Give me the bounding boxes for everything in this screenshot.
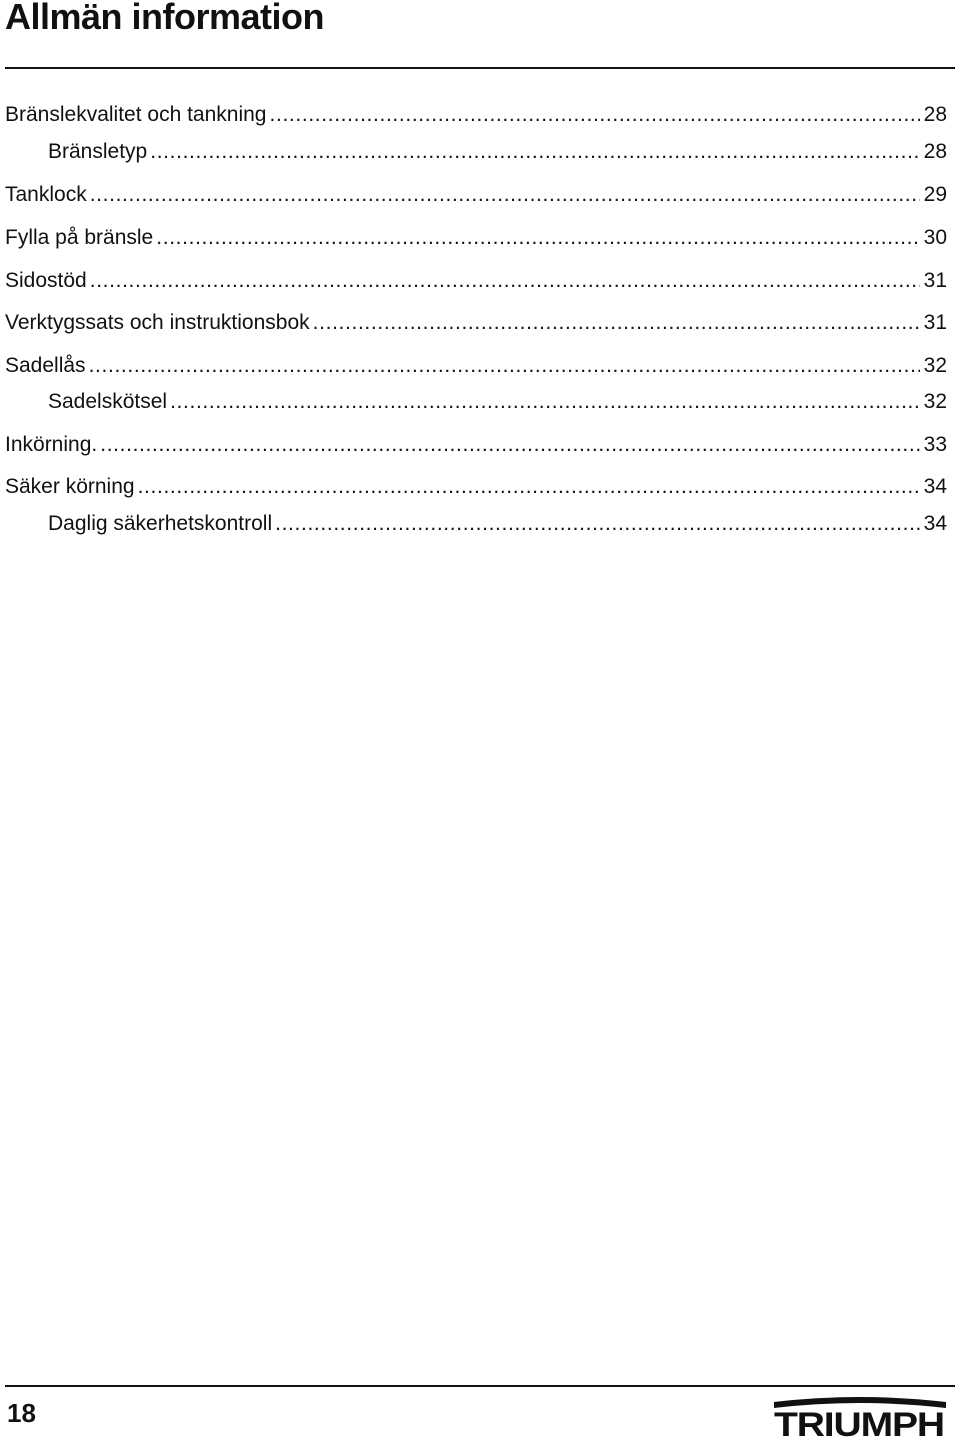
toc-entry-label: Bränsletyp bbox=[48, 140, 148, 163]
toc-entry-page: 31 bbox=[923, 269, 947, 292]
toc-entry-page: 32 bbox=[923, 354, 947, 377]
page-number: 18 bbox=[7, 1398, 36, 1428]
toc-entry-page: 28 bbox=[923, 103, 947, 126]
toc-dot-leader bbox=[156, 223, 919, 253]
toc-entry[interactable] bbox=[5, 223, 947, 253]
toc-subentry[interactable] bbox=[48, 509, 947, 539]
toc-dot-leader bbox=[150, 137, 919, 167]
toc-subentry[interactable] bbox=[48, 137, 947, 167]
toc-dot-leader bbox=[100, 430, 919, 460]
toc-entry-label: Bränslekvalitet och tankning bbox=[5, 103, 267, 126]
title-divider bbox=[5, 67, 955, 69]
footer-divider bbox=[5, 1385, 955, 1387]
toc-dot-leader bbox=[138, 472, 920, 502]
toc-entry[interactable] bbox=[5, 472, 947, 502]
toc-entry-page: 28 bbox=[923, 140, 947, 163]
toc-entry[interactable] bbox=[5, 100, 947, 130]
toc-dot-leader bbox=[90, 266, 920, 296]
toc-dot-leader bbox=[89, 351, 920, 381]
toc-entry-page: 31 bbox=[923, 311, 947, 334]
toc-entry-page: 29 bbox=[923, 183, 947, 206]
toc-dot-leader bbox=[270, 100, 920, 130]
toc-dot-leader bbox=[275, 509, 920, 539]
toc-dot-leader bbox=[313, 308, 920, 338]
toc-entry-page: 30 bbox=[923, 226, 947, 249]
toc-entry-label: Daglig säkerhetskontroll bbox=[48, 512, 273, 535]
toc-entry-label: Inkörning. bbox=[5, 433, 98, 456]
toc-entry-label: Sadelskötsel bbox=[48, 390, 168, 413]
toc-entry-label: Säker körning bbox=[5, 475, 135, 498]
toc-entry-label: Fylla på bränsle bbox=[5, 226, 154, 249]
toc-dot-leader bbox=[170, 387, 920, 417]
toc-entry[interactable] bbox=[5, 430, 947, 460]
toc-entry-page: 32 bbox=[923, 390, 947, 413]
toc-subentry[interactable] bbox=[48, 387, 947, 417]
toc-dot-leader bbox=[90, 180, 920, 210]
toc-entry[interactable] bbox=[5, 266, 947, 296]
toc-entry-page: 34 bbox=[923, 512, 947, 535]
toc-entry[interactable] bbox=[5, 351, 947, 381]
toc-entry-label: Verktygssats och instruktionsbok bbox=[5, 311, 310, 334]
toc-entry-page: 33 bbox=[923, 433, 947, 456]
toc-entry[interactable] bbox=[5, 180, 947, 210]
toc-entry-page: 34 bbox=[923, 475, 947, 498]
page-title: Allmän information bbox=[5, 0, 325, 37]
toc-entry-label: Sidostöd bbox=[5, 269, 87, 292]
toc-entry-label: Tanklock bbox=[5, 183, 87, 206]
toc-entry-label: Sadellås bbox=[5, 354, 86, 377]
toc-entry[interactable] bbox=[5, 308, 947, 338]
svg-text:TRIUMPH: TRIUMPH bbox=[774, 1406, 944, 1444]
triumph-logo bbox=[768, 1394, 950, 1446]
